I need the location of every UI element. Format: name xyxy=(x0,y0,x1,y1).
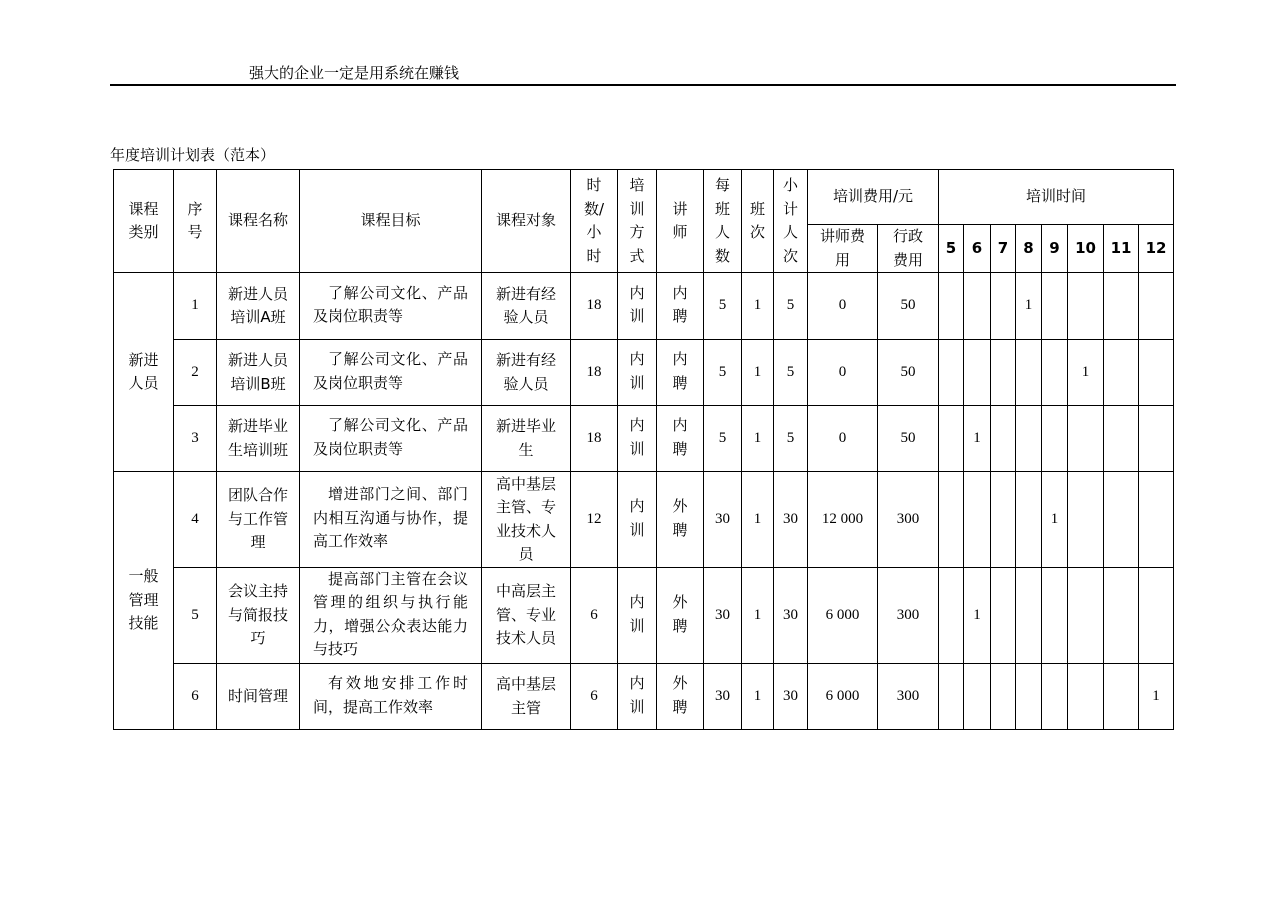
cell-month xyxy=(1068,472,1104,568)
cell-month: 1 xyxy=(1139,664,1174,730)
cell-admin-fee: 300 xyxy=(878,472,939,568)
cell-month xyxy=(939,664,964,730)
cell-objective: 有效地安排工作时间，提高工作效率 xyxy=(300,664,482,730)
cell-objective: 了解公司文化、产品及岗位职责等 xyxy=(300,273,482,340)
cell-month xyxy=(991,273,1016,340)
cell-objective: 了解公司文化、产品及岗位职责等 xyxy=(300,340,482,406)
cell-month xyxy=(1016,568,1042,664)
table-row xyxy=(114,273,1174,340)
cell-subtotal: 30 xyxy=(774,664,808,730)
training-plan-table xyxy=(113,169,1174,730)
cell-month xyxy=(991,472,1016,568)
cell-month xyxy=(1042,664,1068,730)
cell-per-class: 5 xyxy=(704,406,742,472)
cell-audience: 新进有经验人员 xyxy=(482,273,571,340)
header-month: 6 xyxy=(964,225,991,273)
cell-per-class: 5 xyxy=(704,340,742,406)
table-row xyxy=(114,472,1174,568)
cell-subtotal: 30 xyxy=(774,568,808,664)
cell-month xyxy=(964,664,991,730)
table-row xyxy=(114,568,1174,664)
header-seq: 序号 xyxy=(174,170,217,273)
cell-course-name: 新进人员培训A班 xyxy=(217,273,300,340)
cell-month xyxy=(1016,340,1042,406)
header-trainer: 讲师 xyxy=(657,170,704,273)
cell-method: 内训 xyxy=(618,406,657,472)
category-cell: 一般管理技能 xyxy=(114,472,174,730)
cell-trainer-fee: 0 xyxy=(808,406,878,472)
cell-classes: 1 xyxy=(742,472,774,568)
cell-month xyxy=(1104,664,1139,730)
cell-course-name: 会议主持与简报技巧 xyxy=(217,568,300,664)
cell-trainer: 外聘 xyxy=(657,472,704,568)
cell-trainer-fee: 6 000 xyxy=(808,664,878,730)
header-month: 5 xyxy=(939,225,964,273)
cell-month xyxy=(1139,472,1174,568)
cell-month xyxy=(1104,406,1139,472)
cell-trainer: 外聘 xyxy=(657,568,704,664)
cell-seq: 1 xyxy=(174,273,217,340)
cell-month xyxy=(991,664,1016,730)
header-audience: 课程对象 xyxy=(482,170,571,273)
header-month: 11 xyxy=(1104,225,1139,273)
cell-audience: 高中基层主管、专业技术人员 xyxy=(482,472,571,568)
header-time-group: 培训时间 xyxy=(939,170,1174,225)
cell-month xyxy=(1042,273,1068,340)
cell-subtotal: 5 xyxy=(774,273,808,340)
cell-course-name: 团队合作与工作管理 xyxy=(217,472,300,568)
cell-method: 内训 xyxy=(618,472,657,568)
cell-month xyxy=(1104,340,1139,406)
cell-per-class: 30 xyxy=(704,472,742,568)
cell-month xyxy=(1042,340,1068,406)
cell-subtotal: 30 xyxy=(774,472,808,568)
cell-month xyxy=(1104,568,1139,664)
cell-trainer-fee: 0 xyxy=(808,340,878,406)
cell-seq: 5 xyxy=(174,568,217,664)
cell-month xyxy=(939,472,964,568)
page-header-slogan: 强大的企业一定是用系统在赚钱 xyxy=(249,64,460,82)
cell-per-class: 5 xyxy=(704,273,742,340)
cell-trainer: 外聘 xyxy=(657,664,704,730)
cell-method: 内训 xyxy=(618,340,657,406)
cell-month xyxy=(1104,472,1139,568)
cell-admin-fee: 50 xyxy=(878,273,939,340)
cell-month xyxy=(1139,568,1174,664)
cell-month: 1 xyxy=(1042,472,1068,568)
header-divider xyxy=(110,84,1176,86)
cell-month xyxy=(1139,406,1174,472)
cell-month xyxy=(939,406,964,472)
cell-audience: 中高层主管、专业技术人员 xyxy=(482,568,571,664)
header-method: 培训方式 xyxy=(618,170,657,273)
cell-month xyxy=(1042,568,1068,664)
cell-month xyxy=(1016,664,1042,730)
cell-month xyxy=(1104,273,1139,340)
cell-subtotal: 5 xyxy=(774,340,808,406)
cell-hours: 12 xyxy=(571,472,618,568)
cell-seq: 4 xyxy=(174,472,217,568)
cell-seq: 3 xyxy=(174,406,217,472)
header-classes: 班次 xyxy=(742,170,774,273)
cell-method: 内训 xyxy=(618,568,657,664)
cell-month xyxy=(991,568,1016,664)
header-hours: 时数/小时 xyxy=(571,170,618,273)
cell-month xyxy=(1042,406,1068,472)
cell-month: 1 xyxy=(964,406,991,472)
header-month: 10 xyxy=(1068,225,1104,273)
cell-month xyxy=(1068,406,1104,472)
header-month: 12 xyxy=(1139,225,1174,273)
cell-trainer-fee: 12 000 xyxy=(808,472,878,568)
cell-classes: 1 xyxy=(742,568,774,664)
table-caption: 年度培训计划表（范本） xyxy=(110,148,276,164)
table-row xyxy=(114,664,1174,730)
cell-month xyxy=(939,273,964,340)
cell-hours: 6 xyxy=(571,664,618,730)
header-course-name: 课程名称 xyxy=(217,170,300,273)
cell-month xyxy=(939,340,964,406)
cell-classes: 1 xyxy=(742,406,774,472)
cell-seq: 2 xyxy=(174,340,217,406)
cell-hours: 18 xyxy=(571,273,618,340)
cell-per-class: 30 xyxy=(704,568,742,664)
header-per-class: 每班人数 xyxy=(704,170,742,273)
header-month: 8 xyxy=(1016,225,1042,273)
table-row xyxy=(114,340,1174,406)
cell-month xyxy=(1139,273,1174,340)
cell-trainer: 内聘 xyxy=(657,340,704,406)
cell-trainer: 内聘 xyxy=(657,273,704,340)
cell-audience: 高中基层主管 xyxy=(482,664,571,730)
cell-month xyxy=(1016,472,1042,568)
cell-month xyxy=(1068,568,1104,664)
cell-seq: 6 xyxy=(174,664,217,730)
cell-objective: 增进部门之间、部门内相互沟通与协作，提高工作效率 xyxy=(300,472,482,568)
header-subtotal: 小计人次 xyxy=(774,170,808,273)
header-row xyxy=(114,170,1174,225)
cell-method: 内训 xyxy=(618,664,657,730)
cell-per-class: 30 xyxy=(704,664,742,730)
header-month: 9 xyxy=(1042,225,1068,273)
cell-course-name: 时间管理 xyxy=(217,664,300,730)
cell-course-name: 新进毕业生培训班 xyxy=(217,406,300,472)
table-row xyxy=(114,406,1174,472)
cell-month xyxy=(964,340,991,406)
cell-month xyxy=(991,406,1016,472)
cell-admin-fee: 50 xyxy=(878,406,939,472)
cell-hours: 6 xyxy=(571,568,618,664)
cell-classes: 1 xyxy=(742,273,774,340)
cell-month xyxy=(1068,664,1104,730)
cell-objective: 提高部门主管在会议管理的组织与执行能力，增强公众表达能力与技巧 xyxy=(300,568,482,664)
cell-audience: 新进毕业生 xyxy=(482,406,571,472)
cell-month: 1 xyxy=(1016,273,1042,340)
cell-month xyxy=(991,340,1016,406)
cell-month xyxy=(939,568,964,664)
cell-month: 1 xyxy=(964,568,991,664)
cell-objective: 了解公司文化、产品及岗位职责等 xyxy=(300,406,482,472)
cell-hours: 18 xyxy=(571,340,618,406)
cell-subtotal: 5 xyxy=(774,406,808,472)
cell-admin-fee: 50 xyxy=(878,340,939,406)
header-month: 7 xyxy=(991,225,1016,273)
cell-month xyxy=(1139,340,1174,406)
cell-classes: 1 xyxy=(742,664,774,730)
cell-trainer: 内聘 xyxy=(657,406,704,472)
cell-audience: 新进有经验人员 xyxy=(482,340,571,406)
cell-classes: 1 xyxy=(742,340,774,406)
cell-month: 1 xyxy=(1068,340,1104,406)
header-objective: 课程目标 xyxy=(300,170,482,273)
cell-month xyxy=(964,472,991,568)
cell-method: 内训 xyxy=(618,273,657,340)
header-admin-fee: 行政费用 xyxy=(878,225,939,273)
cell-month xyxy=(1016,406,1042,472)
category-cell: 新进人员 xyxy=(114,273,174,472)
cell-hours: 18 xyxy=(571,406,618,472)
header-trainer-fee: 讲师费用 xyxy=(808,225,878,273)
cell-trainer-fee: 6 000 xyxy=(808,568,878,664)
cell-month xyxy=(1068,273,1104,340)
header-category: 课程类别 xyxy=(114,170,174,273)
cell-month xyxy=(964,273,991,340)
cell-admin-fee: 300 xyxy=(878,568,939,664)
header-cost-group: 培训费用/元 xyxy=(808,170,939,225)
cell-course-name: 新进人员培训B班 xyxy=(217,340,300,406)
cell-admin-fee: 300 xyxy=(878,664,939,730)
cell-trainer-fee: 0 xyxy=(808,273,878,340)
